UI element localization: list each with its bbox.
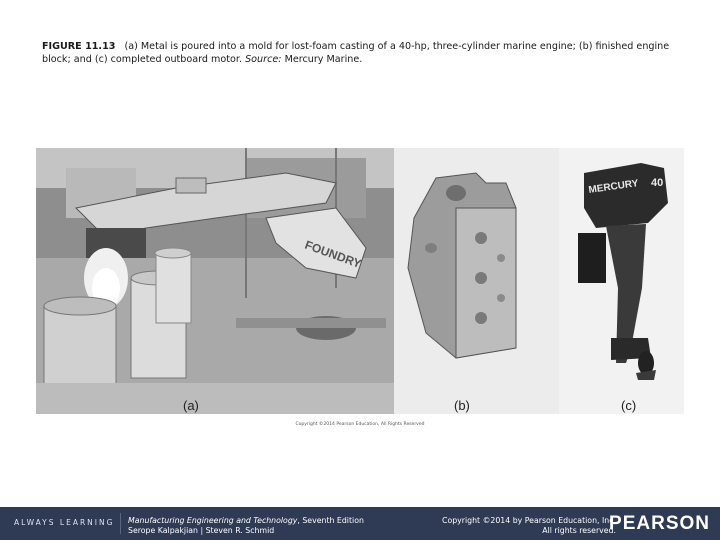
book-authors: Serope Kalpakjian | Steven R. Schmid [128, 526, 275, 535]
panel-b-label: (b) [454, 398, 470, 413]
figure-number: FIGURE 11.13 [42, 41, 116, 52]
footer-copyright [442, 516, 616, 536]
panel-c-photo [559, 148, 684, 414]
source-label: Source: [245, 54, 282, 65]
panel-c-label: (c) [621, 398, 637, 413]
rights-text: All rights reserved. [542, 526, 616, 535]
source-text: Mercury Marine. [284, 54, 363, 65]
book-info [128, 516, 364, 536]
footer-divider [120, 513, 121, 534]
figure-image [36, 148, 684, 414]
figure-photos [36, 148, 684, 414]
image-copyright: Copyright ©2014 Pearson Education, All Rights Reserved [295, 422, 425, 427]
always-learning-text: ALWAYS LEARNING [14, 518, 115, 527]
caption-text: (a) Metal is poured into a mold for lost-foam casting of a 40-hp, three-cylinder marine engine; (b) finished engine block; and (c) completed outboard motor. [42, 41, 670, 65]
book-edition: , Seventh Edition [297, 516, 364, 525]
copyright-text: Copyright ©2014 by Pearson Education, Inc. [442, 516, 616, 525]
footer-bar [0, 507, 720, 540]
motor-brand: MERCURY [587, 178, 640, 196]
panel-a-label: (a) [183, 398, 199, 413]
panel-a-photo [36, 148, 394, 414]
figure-caption [42, 40, 682, 66]
robot-label: FOUNDRY [302, 237, 364, 271]
book-title: Manufacturing Engineering and Technology [128, 516, 298, 525]
panel-b-photo [394, 148, 559, 414]
pearson-logo: PEARSON [609, 513, 710, 534]
motor-hp: 40 [651, 177, 664, 189]
